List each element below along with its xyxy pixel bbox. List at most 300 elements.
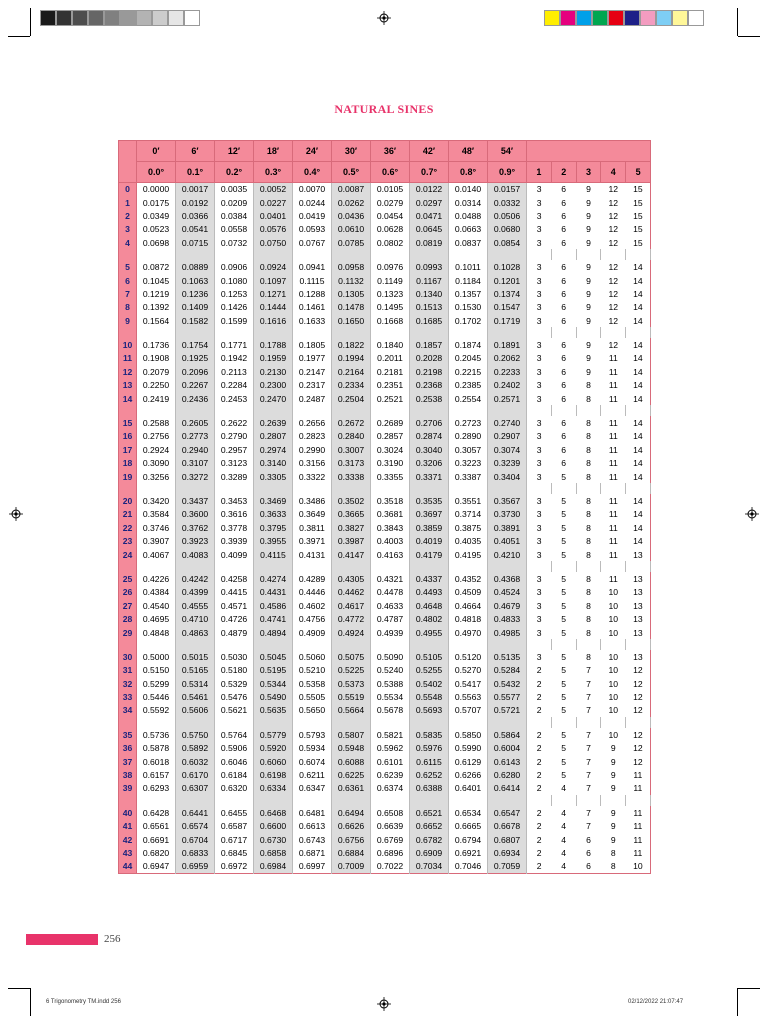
degree-cell: 3 xyxy=(119,223,137,236)
sine-value-cell: 0.4493 xyxy=(410,586,449,599)
spacer-cell xyxy=(551,795,576,806)
table-row xyxy=(119,677,651,690)
sine-value-cell: 0.5821 xyxy=(371,728,410,741)
sine-value-cell: 0.0297 xyxy=(410,196,449,209)
sine-value-cell: 0.7059 xyxy=(488,860,527,873)
process-color-swatch xyxy=(624,10,640,26)
sine-value-cell: 0.0454 xyxy=(371,209,410,222)
sine-value-cell: 0.5779 xyxy=(254,728,293,741)
sine-value-cell: 0.5135 xyxy=(488,650,527,663)
mean-difference-cell: 2 xyxy=(536,834,542,845)
mean-difference-cell: 11 xyxy=(633,807,643,818)
group-spacer xyxy=(119,327,651,338)
sine-value-cell: 0.3453 xyxy=(215,494,254,507)
sine-value-cell: 0.4818 xyxy=(449,612,488,625)
mean-difference-cell: 6 xyxy=(561,458,567,469)
spacer-cell xyxy=(576,483,601,494)
gray-swatch xyxy=(136,10,152,26)
mean-difference-cell: 8 xyxy=(586,651,591,662)
sine-value-cell: 0.0105 xyxy=(371,183,410,196)
mean-difference-cell: 14 xyxy=(633,340,643,351)
sine-value-cell: 0.5892 xyxy=(176,742,215,755)
sine-value-cell: 0.5476 xyxy=(215,690,254,703)
sine-value-cell: 0.6157 xyxy=(137,768,176,781)
degree-cell: 38 xyxy=(119,768,137,781)
sine-value-cell: 0.5793 xyxy=(293,728,332,741)
decimal-degree-header: 0.0° xyxy=(137,162,176,183)
table-row xyxy=(119,260,651,273)
mean-difference-cell: 9 xyxy=(586,224,591,235)
mean-difference-cell: 12 xyxy=(608,184,619,195)
mean-difference-cell: 7 xyxy=(586,692,591,703)
mean-difference-cell: 11 xyxy=(608,393,618,404)
spacer-cell xyxy=(176,483,215,494)
mean-difference-cell: 5 xyxy=(561,665,567,676)
sine-value-cell: 0.1788 xyxy=(254,338,293,351)
sine-value-cell: 0.0523 xyxy=(137,223,176,236)
sine-value-cell: 0.5962 xyxy=(371,742,410,755)
mean-difference-cell: 7 xyxy=(586,665,591,676)
sine-value-cell: 0.4415 xyxy=(215,586,254,599)
sine-value-cell: 0.4099 xyxy=(215,548,254,561)
mean-difference-cell: 8 xyxy=(586,509,591,520)
sine-value-cell: 0.0314 xyxy=(449,196,488,209)
sine-value-cell: 0.5165 xyxy=(176,664,215,677)
sine-value-cell: 0.1028 xyxy=(488,260,527,273)
mean-difference-cell: 14 xyxy=(633,302,643,313)
sine-value-cell: 0.0854 xyxy=(488,236,527,249)
mean-difference-cell: 12 xyxy=(633,678,643,689)
sine-value-cell: 0.5000 xyxy=(137,650,176,663)
mean-difference-cell: 11 xyxy=(608,366,618,377)
mean-difference-cell: 5 xyxy=(561,692,567,703)
sine-value-cell: 0.1771 xyxy=(215,338,254,351)
mean-difference-cell: 9 xyxy=(610,743,616,754)
spacer-cell xyxy=(215,717,254,728)
sine-value-cell: 0.3584 xyxy=(137,508,176,521)
sine-value-cell: 0.5976 xyxy=(410,742,449,755)
spacer-cell xyxy=(576,249,601,260)
sine-value-cell: 0.1908 xyxy=(137,352,176,365)
table-row xyxy=(119,430,651,443)
sine-value-cell: 0.4648 xyxy=(410,599,449,612)
decimal-degree-header: 0.5° xyxy=(332,162,371,183)
sine-value-cell: 0.4131 xyxy=(293,548,332,561)
mean-difference-cell: 3 xyxy=(536,431,542,442)
mean-difference-cell: 3 xyxy=(536,224,542,235)
mean-difference-cell: 2 xyxy=(536,665,542,676)
degree-cell: 26 xyxy=(119,586,137,599)
sine-value-cell: 0.0175 xyxy=(137,196,176,209)
sine-value-cell: 0.5864 xyxy=(488,728,527,741)
spacer-cell xyxy=(137,561,176,572)
sine-value-cell: 0.1564 xyxy=(137,314,176,327)
spacer-cell xyxy=(254,405,293,416)
sine-value-cell: 0.6280 xyxy=(488,768,527,781)
sine-value-cell: 0.4163 xyxy=(371,548,410,561)
sine-value-cell: 0.6428 xyxy=(137,806,176,819)
sine-value-cell: 0.0332 xyxy=(488,196,527,209)
spacer-cell xyxy=(410,639,449,650)
mean-difference-cell: 6 xyxy=(561,184,567,195)
sine-value-cell: 0.0941 xyxy=(293,260,332,273)
mean-difference-cell: 11 xyxy=(608,522,618,533)
sine-value-cell: 0.6481 xyxy=(293,806,332,819)
sine-value-cell: 0.5621 xyxy=(215,704,254,717)
table-row xyxy=(119,209,651,222)
sine-value-cell: 0.2957 xyxy=(215,443,254,456)
page-number-bar xyxy=(26,934,98,945)
table-row xyxy=(119,599,651,612)
mean-difference-cell: 6 xyxy=(586,861,591,872)
sine-value-cell: 0.0262 xyxy=(332,196,371,209)
mean-difference-cell: 3 xyxy=(536,353,542,364)
sine-value-cell: 0.6972 xyxy=(215,860,254,873)
table-row xyxy=(119,860,651,873)
spacer-cell xyxy=(527,717,552,728)
mean-difference-cell: 14 xyxy=(633,380,643,391)
table-row xyxy=(119,755,651,768)
degree-cell: 40 xyxy=(119,806,137,819)
sine-value-cell: 0.2385 xyxy=(449,379,488,392)
sine-value-cell: 0.5490 xyxy=(254,690,293,703)
sine-value-cell: 0.0140 xyxy=(449,183,488,196)
mean-difference-cell: 5 xyxy=(561,651,567,662)
mean-difference-cell: 10 xyxy=(608,729,619,740)
mean-difference-cell: 12 xyxy=(633,729,643,740)
sine-value-cell: 0.3762 xyxy=(176,521,215,534)
sine-value-cell: 0.1236 xyxy=(176,287,215,300)
table-row xyxy=(119,196,651,209)
sine-value-cell: 0.3600 xyxy=(176,508,215,521)
spacer-cell xyxy=(449,795,488,806)
sine-value-cell: 0.1097 xyxy=(254,274,293,287)
mean-difference-cell: 4 xyxy=(561,834,567,845)
degree-cell: 33 xyxy=(119,690,137,703)
mean-difference-cell: 5 xyxy=(561,729,567,740)
gray-swatch xyxy=(120,10,136,26)
mean-difference-cell: 6 xyxy=(561,418,567,429)
sine-value-cell: 0.2974 xyxy=(254,443,293,456)
sine-value-cell: 0.5721 xyxy=(488,704,527,717)
mean-difference-cell: 9 xyxy=(610,756,616,767)
mean-difference-cell: 8 xyxy=(610,861,616,872)
spacer-cell xyxy=(176,795,215,806)
sine-value-cell: 0.6129 xyxy=(449,755,488,768)
mean-difference-cell: 3 xyxy=(536,509,542,520)
spacer-cell xyxy=(293,639,332,650)
spacer-cell xyxy=(576,561,601,572)
mean-difference-cell: 3 xyxy=(536,573,542,584)
mean-difference-cell: 15 xyxy=(633,224,643,235)
sine-value-cell: 0.6534 xyxy=(449,806,488,819)
sine-value-cell: 0.3987 xyxy=(332,534,371,547)
sine-value-cell: 0.5180 xyxy=(215,664,254,677)
mean-difference-cell: 2 xyxy=(536,807,542,818)
sine-value-cell: 0.4019 xyxy=(410,534,449,547)
mean-difference-cell: 6 xyxy=(561,353,567,364)
sine-value-cell: 0.4710 xyxy=(176,612,215,625)
mean-difference-cell: 9 xyxy=(586,197,591,208)
sine-value-cell: 0.6665 xyxy=(449,820,488,833)
mean-difference-cell: 11 xyxy=(608,353,618,364)
mean-difference-cell: 14 xyxy=(633,366,643,377)
spacer-cell xyxy=(449,717,488,728)
sine-value-cell: 0.6143 xyxy=(488,755,527,768)
degree-cell: 17 xyxy=(119,443,137,456)
mean-difference-cell: 11 xyxy=(608,573,618,584)
sine-value-cell: 0.6652 xyxy=(410,820,449,833)
sine-value-cell: 0.3289 xyxy=(215,470,254,483)
mean-difference-cell: 6 xyxy=(561,380,567,391)
mean-difference-cell: 9 xyxy=(586,184,591,195)
mean-difference-cell: 5 xyxy=(561,587,567,598)
mean-difference-cell: 5 xyxy=(561,471,567,482)
sine-value-cell: 0.6587 xyxy=(215,820,254,833)
sine-value-cell: 0.1011 xyxy=(449,260,488,273)
mean-difference-cell: 12 xyxy=(608,315,619,326)
table-row xyxy=(119,301,651,314)
sine-value-cell: 0.3156 xyxy=(293,457,332,470)
spacer-cell xyxy=(601,561,626,572)
sine-value-cell: 0.2756 xyxy=(137,430,176,443)
sine-value-cell: 0.1805 xyxy=(293,338,332,351)
sine-value-cell: 0.5195 xyxy=(254,664,293,677)
sine-value-cell: 0.2907 xyxy=(488,430,527,443)
sine-value-cell: 0.0157 xyxy=(488,183,527,196)
sine-value-cell: 0.1994 xyxy=(332,352,371,365)
sine-value-cell: 0.4462 xyxy=(332,586,371,599)
sine-value-cell: 0.4924 xyxy=(332,626,371,639)
spacer-cell xyxy=(332,249,371,260)
sine-value-cell: 0.4633 xyxy=(371,599,410,612)
sine-value-cell: 0.3923 xyxy=(176,534,215,547)
sine-value-cell: 0.6845 xyxy=(215,846,254,859)
mean-difference-cell: 11 xyxy=(608,431,618,442)
sine-value-cell: 0.6871 xyxy=(293,846,332,859)
table-row xyxy=(119,820,651,833)
sine-value-cell: 0.6984 xyxy=(254,860,293,873)
table-row xyxy=(119,664,651,677)
table-row xyxy=(119,223,651,236)
sine-value-cell: 0.2215 xyxy=(449,365,488,378)
mean-difference-cell: 15 xyxy=(633,237,643,248)
sine-value-cell: 0.3305 xyxy=(254,470,293,483)
mean-difference-cell: 9 xyxy=(586,302,591,313)
spacer-cell xyxy=(371,483,410,494)
sine-value-cell: 0.0000 xyxy=(137,183,176,196)
spacer-cell xyxy=(176,249,215,260)
sine-value-cell: 0.6769 xyxy=(371,833,410,846)
sine-value-cell: 0.3256 xyxy=(137,470,176,483)
spacer-cell xyxy=(626,327,651,338)
sine-value-cell: 0.6508 xyxy=(371,806,410,819)
mean-difference-cell: 8 xyxy=(586,496,591,506)
decimal-degree-header: 0.6° xyxy=(371,162,410,183)
mean-difference-cell: 11 xyxy=(608,380,618,391)
minutes-header-row xyxy=(119,141,651,162)
sine-value-cell: 0.1530 xyxy=(449,301,488,314)
spacer-cell xyxy=(332,639,371,650)
spacer-cell xyxy=(601,327,626,338)
mean-difference-cell: 11 xyxy=(608,509,618,520)
mean-difference-cell: 3 xyxy=(536,340,542,351)
mean-difference-cell: 14 xyxy=(633,522,643,533)
sine-value-cell: 0.0767 xyxy=(293,236,332,249)
registration-mark-icon xyxy=(377,997,391,1011)
sine-value-cell: 0.1891 xyxy=(488,338,527,351)
mean-difference-cell: 9 xyxy=(586,237,591,248)
sine-value-cell: 0.0958 xyxy=(332,260,371,273)
spacer-cell xyxy=(332,483,371,494)
table-row xyxy=(119,534,651,547)
mean-difference-cell: 3 xyxy=(536,302,542,313)
sine-value-cell: 0.6320 xyxy=(215,782,254,795)
spacer-cell xyxy=(449,327,488,338)
table-body xyxy=(119,183,651,874)
sine-value-cell: 0.3040 xyxy=(410,443,449,456)
sine-value-cell: 0.6704 xyxy=(176,833,215,846)
minutes-header: 12′ xyxy=(215,141,254,162)
sine-value-cell: 0.0750 xyxy=(254,236,293,249)
mean-difference-cell: 6 xyxy=(561,275,567,286)
sine-value-cell: 0.1685 xyxy=(410,314,449,327)
sine-value-cell: 0.0819 xyxy=(410,236,449,249)
sine-value-cell: 0.2028 xyxy=(410,352,449,365)
sine-value-cell: 0.3955 xyxy=(254,534,293,547)
degree-cell: 21 xyxy=(119,508,137,521)
spacer-cell xyxy=(215,249,254,260)
sine-value-cell: 0.1426 xyxy=(215,301,254,314)
sine-value-cell: 0.0906 xyxy=(215,260,254,273)
spacer-cell xyxy=(137,483,176,494)
mean-difference-cell: 6 xyxy=(586,847,591,858)
sine-value-cell: 0.2284 xyxy=(215,379,254,392)
spacer-cell xyxy=(371,405,410,416)
sine-value-cell: 0.2605 xyxy=(176,416,215,429)
sine-value-cell: 0.5417 xyxy=(449,677,488,690)
sine-value-cell: 0.3843 xyxy=(371,521,410,534)
mean-difference-cell: 11 xyxy=(608,458,618,469)
sine-value-cell: 0.0802 xyxy=(371,236,410,249)
sine-value-cell: 0.4787 xyxy=(371,612,410,625)
sine-value-cell: 0.1547 xyxy=(488,301,527,314)
sine-value-cell: 0.1357 xyxy=(449,287,488,300)
mean-difference-cell: 7 xyxy=(586,821,591,832)
sine-value-cell: 0.2689 xyxy=(371,416,410,429)
sine-value-cell: 0.1668 xyxy=(371,314,410,327)
sine-value-cell: 0.6639 xyxy=(371,820,410,833)
sine-value-cell: 0.4226 xyxy=(137,572,176,585)
mean-difference-cell: 11 xyxy=(608,418,618,429)
sine-value-cell: 0.5577 xyxy=(488,690,527,703)
sine-value-cell: 0.6782 xyxy=(410,833,449,846)
mean-difference-cell: 3 xyxy=(536,315,542,326)
mean-difference-cell: 11 xyxy=(633,834,643,845)
sine-value-cell: 0.5606 xyxy=(176,704,215,717)
sine-value-cell: 0.0663 xyxy=(449,223,488,236)
spacer-cell xyxy=(488,483,527,494)
group-spacer xyxy=(119,561,651,572)
sine-value-cell: 0.6374 xyxy=(371,782,410,795)
sine-value-cell: 0.2011 xyxy=(371,352,410,365)
mean-difference-cell: 5 xyxy=(561,496,567,506)
mean-difference-cell: 10 xyxy=(608,614,619,625)
sine-value-cell: 0.3518 xyxy=(371,494,410,507)
sine-value-cell: 0.5045 xyxy=(254,650,293,663)
mean-difference-cell: 8 xyxy=(586,444,591,455)
sine-value-cell: 0.1063 xyxy=(176,274,215,287)
mean-difference-cell: 2 xyxy=(536,678,542,689)
sine-value-cell: 0.6414 xyxy=(488,782,527,795)
mean-difference-cell: 11 xyxy=(608,471,618,482)
mean-difference-cell: 6 xyxy=(561,197,567,208)
degree-cell: 10 xyxy=(119,338,137,351)
sine-value-cell: 0.0070 xyxy=(293,183,332,196)
sine-value-cell: 0.4726 xyxy=(215,612,254,625)
sine-value-cell: 0.2990 xyxy=(293,443,332,456)
sine-value-cell: 0.2504 xyxy=(332,392,371,405)
sine-value-cell: 0.4210 xyxy=(488,548,527,561)
sine-value-cell: 0.0192 xyxy=(176,196,215,209)
mean-difference-cell: 2 xyxy=(536,770,542,781)
mean-difference-cell: 5 xyxy=(561,678,567,689)
sine-value-cell: 0.5664 xyxy=(332,704,371,717)
mean-difference-cell: 2 xyxy=(536,743,542,754)
sine-value-cell: 0.5534 xyxy=(371,690,410,703)
sine-value-cell: 0.4894 xyxy=(254,626,293,639)
degree-cell: 30 xyxy=(119,650,137,663)
mean-difference-column-header: 3 xyxy=(576,162,601,183)
sine-value-cell: 0.6547 xyxy=(488,806,527,819)
degree-cell: 36 xyxy=(119,742,137,755)
mean-difference-cell: 12 xyxy=(608,288,619,299)
mean-difference-cell: 8 xyxy=(586,471,591,482)
sine-value-cell: 0.3173 xyxy=(332,457,371,470)
sine-value-cell: 0.5446 xyxy=(137,690,176,703)
sine-value-cell: 0.4524 xyxy=(488,586,527,599)
sine-value-cell: 0.0017 xyxy=(176,183,215,196)
sine-value-cell: 0.0993 xyxy=(410,260,449,273)
degree-cell: 22 xyxy=(119,521,137,534)
mean-difference-cell: 6 xyxy=(561,210,567,221)
sine-value-cell: 0.1925 xyxy=(176,352,215,365)
mean-difference-cell: 13 xyxy=(633,651,643,662)
spacer-cell xyxy=(551,639,576,650)
mean-difference-cell: 14 xyxy=(633,288,643,299)
grayscale-color-bar xyxy=(40,10,200,26)
sine-value-cell: 0.5678 xyxy=(371,704,410,717)
crop-mark xyxy=(738,988,760,989)
gray-swatch xyxy=(104,10,120,26)
spacer-cell xyxy=(254,717,293,728)
sine-value-cell: 0.2940 xyxy=(176,443,215,456)
sine-value-cell: 0.4003 xyxy=(371,534,410,547)
sine-value-cell: 0.6401 xyxy=(449,782,488,795)
table-row xyxy=(119,782,651,795)
mean-difference-cell: 5 xyxy=(561,522,567,533)
mean-difference-cell: 8 xyxy=(586,522,591,533)
mean-difference-cell: 3 xyxy=(536,614,542,625)
spacer-cell xyxy=(137,717,176,728)
mean-difference-cell: 9 xyxy=(586,366,591,377)
slug-date: 02/12/2022 21:07:47 xyxy=(628,999,684,1005)
spacer-cell xyxy=(293,561,332,572)
sine-value-cell: 0.3535 xyxy=(410,494,449,507)
mean-difference-cell: 5 xyxy=(561,770,567,781)
degree-cell: 14 xyxy=(119,392,137,405)
degree-cell: 31 xyxy=(119,664,137,677)
